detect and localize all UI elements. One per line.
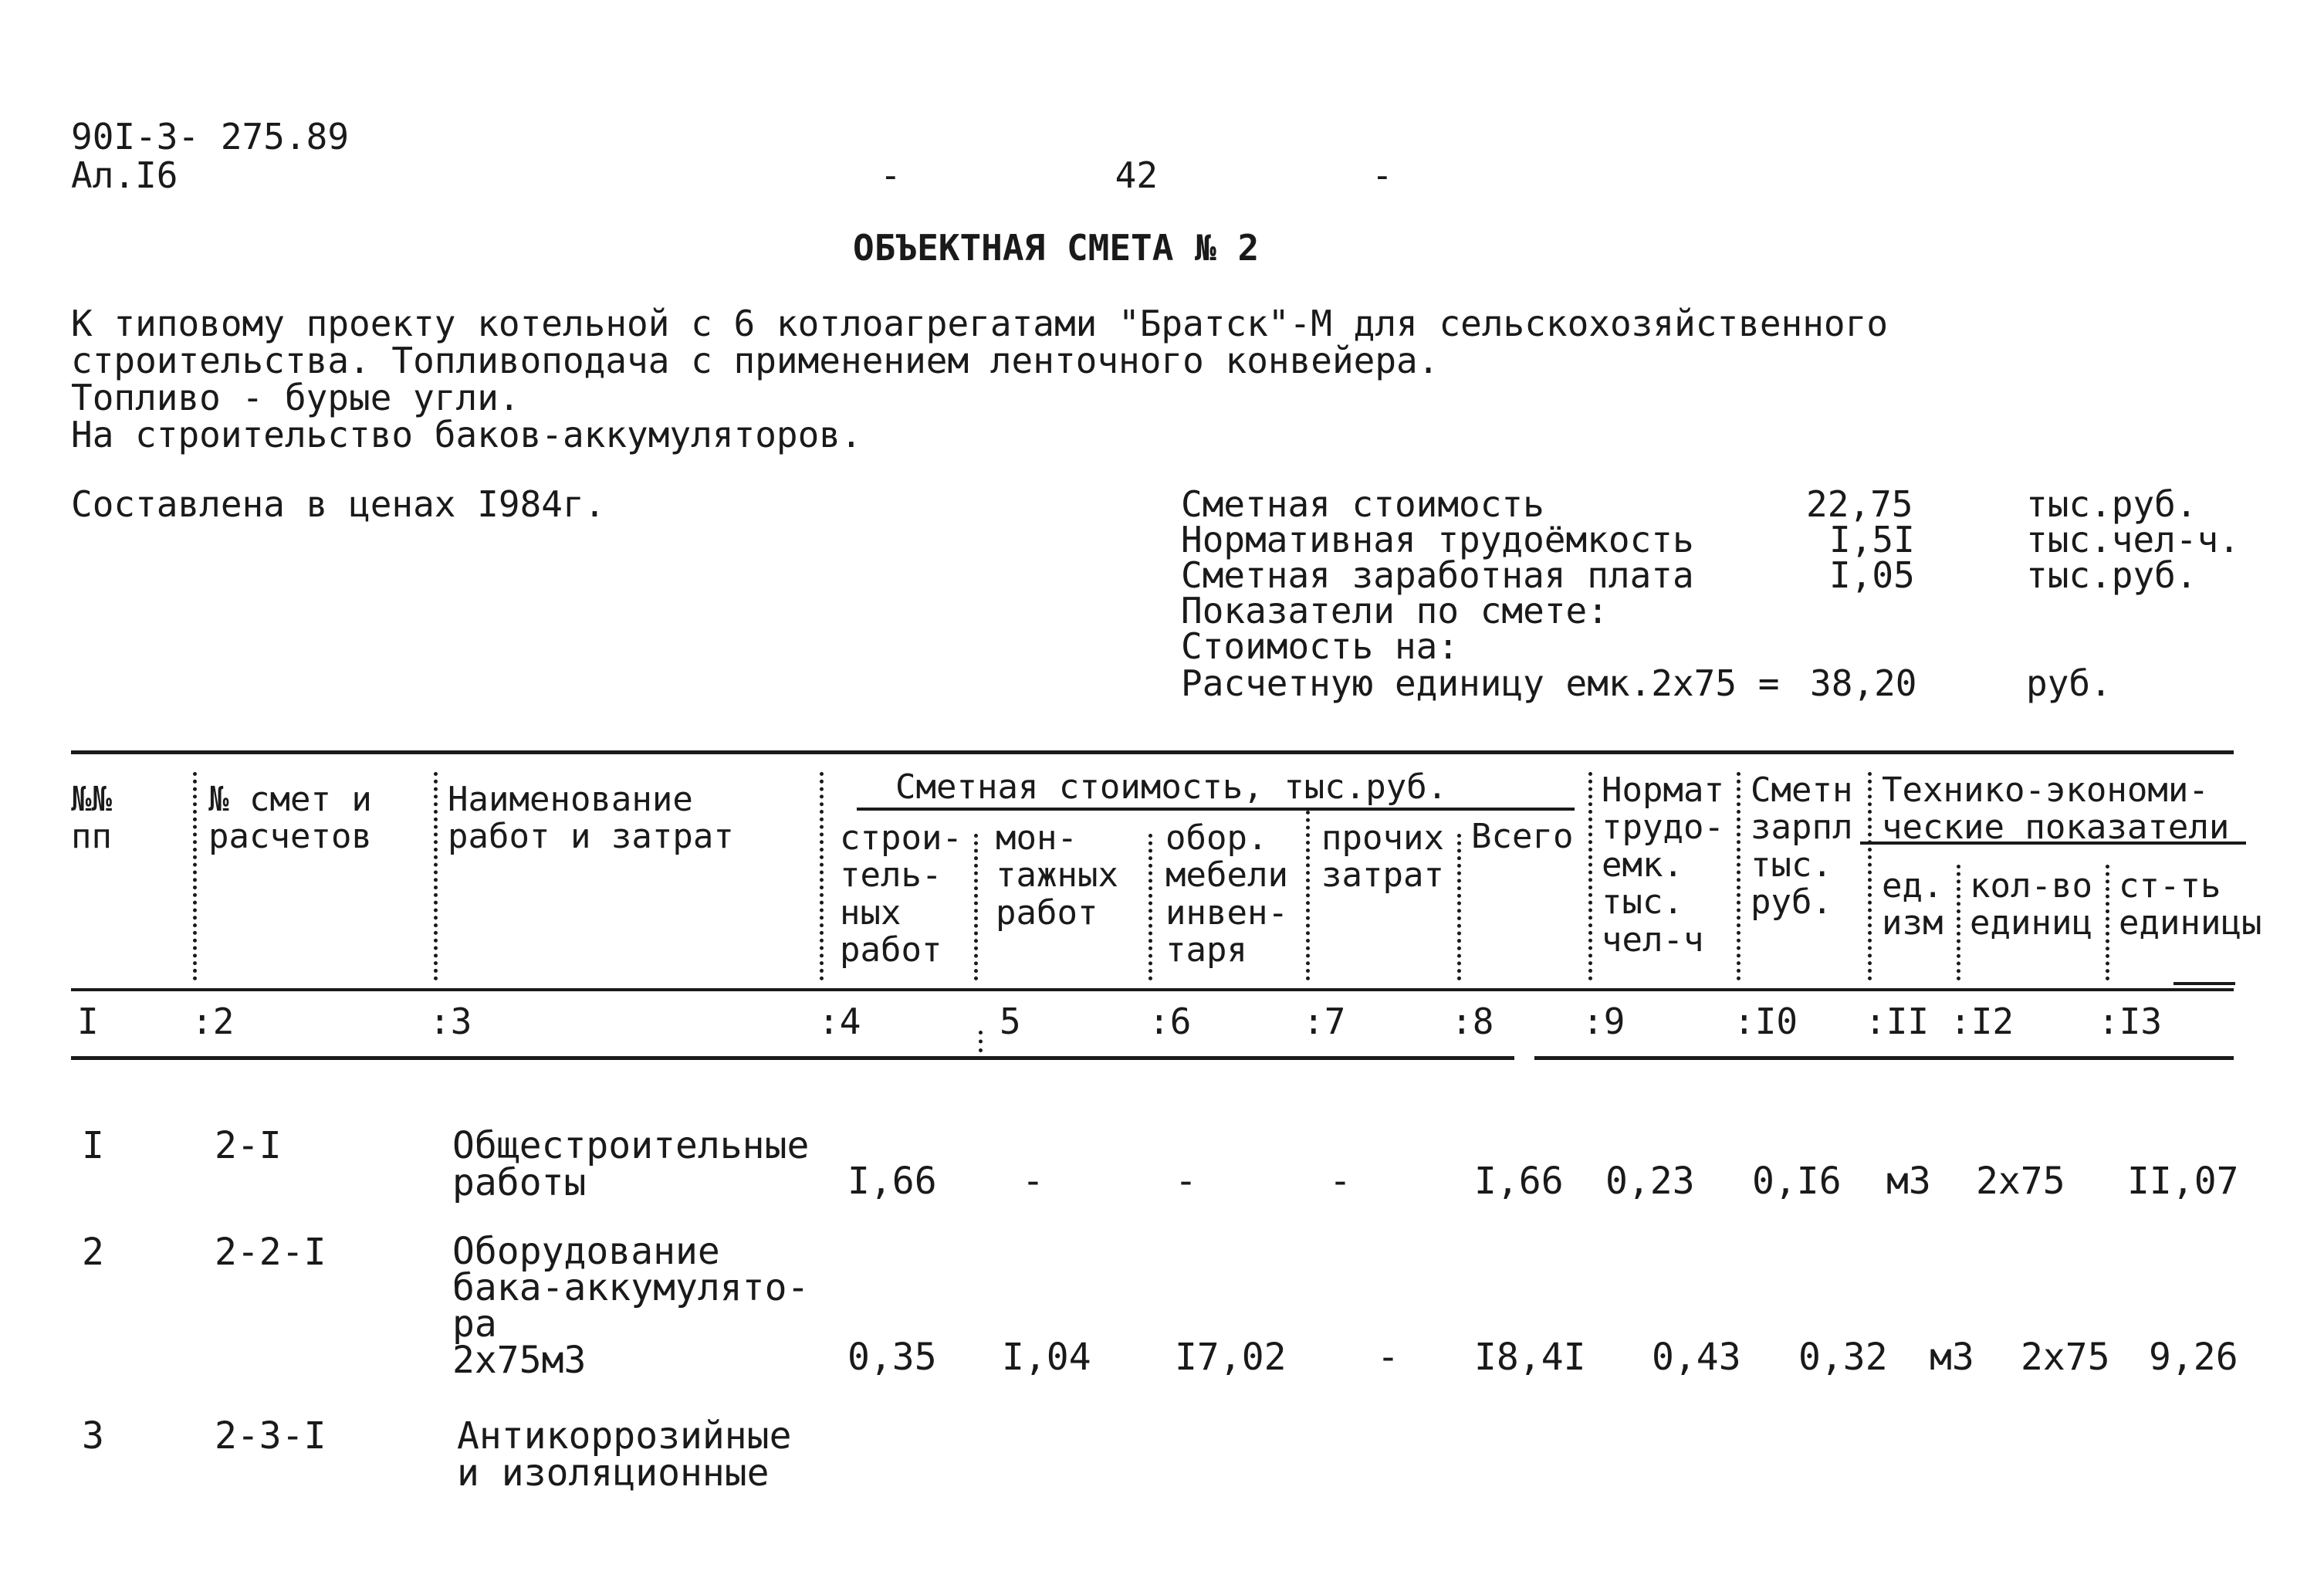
summary-label-wage: Сметная заработная плата: [1181, 554, 1694, 596]
column-number: I0: [1754, 1001, 1798, 1042]
cost-group-underline: [857, 808, 1575, 811]
header-unit: ед. изм: [1882, 866, 1943, 943]
work-name: Общестроительные работы: [452, 1124, 810, 1204]
summary-indicators-label: Показатели по смете:: [1181, 590, 1609, 632]
cell-installation: -: [1022, 1160, 1044, 1203]
column-number: 7: [1324, 1001, 1346, 1042]
column-separator: [1868, 772, 1872, 980]
summary-unit-value: 38,20: [1810, 662, 1917, 704]
work-name: Оборудование бака-аккумулято- ра 2х75м3: [452, 1230, 810, 1383]
summary-unit-wage: тыс.руб.: [2026, 554, 2197, 596]
cell-other: -: [1329, 1160, 1351, 1203]
estimate-code: 2-2-I: [215, 1231, 326, 1274]
column-number: 6: [1169, 1001, 1192, 1042]
column-separator: [1457, 834, 1461, 980]
cell-quantity: 2х75: [1976, 1160, 2065, 1203]
work-name: Антикоррозийные и изоляционные: [457, 1414, 792, 1495]
page-number: - 42 -: [880, 154, 1393, 196]
cell-construction: 0,35: [847, 1336, 937, 1379]
prices-note: Составлена в ценах I984г.: [71, 483, 606, 525]
summary-value-wage: I,05: [1829, 554, 1915, 596]
document-title: ОБЪЕКТНАЯ СМЕТА № 2: [853, 227, 1260, 269]
header-work-name: Наименование работ и затрат: [448, 780, 734, 857]
column-separator: [193, 772, 197, 980]
column-number: 3: [450, 1001, 472, 1042]
table-top-rule: [71, 750, 2234, 754]
estimate-code: 2-I: [215, 1124, 282, 1167]
column-numbers-rule-left: [71, 1056, 1514, 1060]
summary-label-cost: Сметная стоимость: [1181, 483, 1544, 525]
cell-unit: м3: [1930, 1336, 1974, 1379]
header-other: прочих затрат: [1321, 818, 1444, 896]
cell-labor: 0,23: [1605, 1160, 1695, 1203]
cell-labor: 0,43: [1652, 1336, 1741, 1379]
column-number: I2: [1970, 1001, 2014, 1042]
summary-value-cost: 22,75: [1806, 483, 1913, 525]
column-number: II: [1886, 1001, 1930, 1042]
column-number: I: [77, 1001, 99, 1042]
header-total: Всего: [1471, 817, 1574, 856]
column-separator: [979, 1031, 983, 1052]
cell-unit-cost: II,07: [2127, 1160, 2239, 1203]
header-installation: мон- тажных работ: [996, 818, 1118, 933]
cell-installation: I,04: [1002, 1336, 1091, 1379]
column-separator: [974, 834, 978, 980]
column-separator: [434, 772, 438, 980]
row-number: I: [82, 1124, 104, 1167]
row-number: 2: [82, 1231, 104, 1274]
cell-wage: 0,32: [1798, 1336, 1888, 1379]
cell-equipment: -: [1175, 1160, 1197, 1203]
summary-cost-on-label: Стоимость на:: [1181, 625, 1460, 667]
cell-total: I,66: [1474, 1160, 1564, 1203]
header-num: №№ пп: [71, 780, 112, 857]
document-code: 90I-3- 275.89: [71, 116, 350, 157]
intro-line: Топливо - бурые угли.: [71, 377, 520, 418]
column-number: 9: [1603, 1001, 1625, 1042]
column-separator: [1737, 772, 1740, 980]
column-separator: [1148, 834, 1152, 980]
column-number: 2: [212, 1001, 235, 1042]
header-estimate-code: № смет и расчетов: [208, 780, 372, 857]
intro-line: На строительство баков-аккумуляторов.: [71, 414, 862, 455]
cell-quantity: 2х75: [2021, 1336, 2110, 1379]
summary-unit-cost: тыс.руб.: [2026, 483, 2197, 525]
column-separator: [820, 772, 824, 980]
column-number: 5: [1000, 1001, 1021, 1042]
header-equipment: обор. мебели инвен- таря: [1165, 818, 1288, 970]
cell-unit-cost: 9,26: [2149, 1336, 2238, 1379]
column-number: I3: [2119, 1001, 2163, 1042]
header-cost-group: Сметная стоимость, тыс.руб.: [895, 767, 1448, 807]
column-separator: [1306, 811, 1310, 980]
sheet-label: Ал.I6: [71, 154, 178, 196]
column-separator: [1957, 865, 1960, 980]
header-unit-cost: ст-ть единицы: [2119, 866, 2262, 943]
cell-total: I8,4I: [1474, 1336, 1586, 1379]
cell-construction: I,66: [847, 1160, 937, 1203]
column-number: 4: [839, 1001, 861, 1042]
summary-label-labor: Нормативная трудоёмкость: [1181, 519, 1694, 560]
header-labor: Нормат трудо- емк. тыс. чел-ч: [1602, 770, 1724, 960]
column-separator: [2106, 865, 2109, 980]
intro-line: строительства. Топливоподача с применением ленточного конвейера.: [71, 340, 1439, 381]
header-wage: Сметн зарпл тыс. руб.: [1751, 770, 1853, 923]
header-tech-group: Технико-экономи- ческие показатели: [1882, 770, 2230, 848]
header-bottom-rule: [71, 988, 2234, 991]
header-right-stub: [2173, 982, 2235, 985]
cell-other: -: [1377, 1336, 1399, 1379]
header-quantity: кол-во единиц: [1970, 866, 2092, 943]
cell-wage: 0,I6: [1752, 1160, 1842, 1203]
column-numbers-rule-right: [1534, 1056, 2234, 1060]
cell-equipment: I7,02: [1175, 1336, 1287, 1379]
summary-value-labor: I,5I: [1829, 519, 1915, 560]
intro-line: К типовому проекту котельной с 6 котлоагрегатами "Братск"-М для сельскохозяйственного: [71, 303, 1889, 344]
cell-unit: м3: [1886, 1160, 1931, 1203]
summary-unit-unit: руб.: [2026, 662, 2112, 704]
header-construction: строи- тель- ных работ: [840, 818, 962, 970]
estimate-code: 2-3-I: [215, 1414, 326, 1458]
summary-unit-labor: тыс.чел-ч.: [2026, 519, 2240, 560]
summary-unit-line: Расчетную единицу емк.2х75 =: [1181, 662, 1780, 704]
row-number: 3: [82, 1414, 104, 1458]
column-separator: [1588, 772, 1592, 980]
column-number: 8: [1472, 1001, 1494, 1042]
